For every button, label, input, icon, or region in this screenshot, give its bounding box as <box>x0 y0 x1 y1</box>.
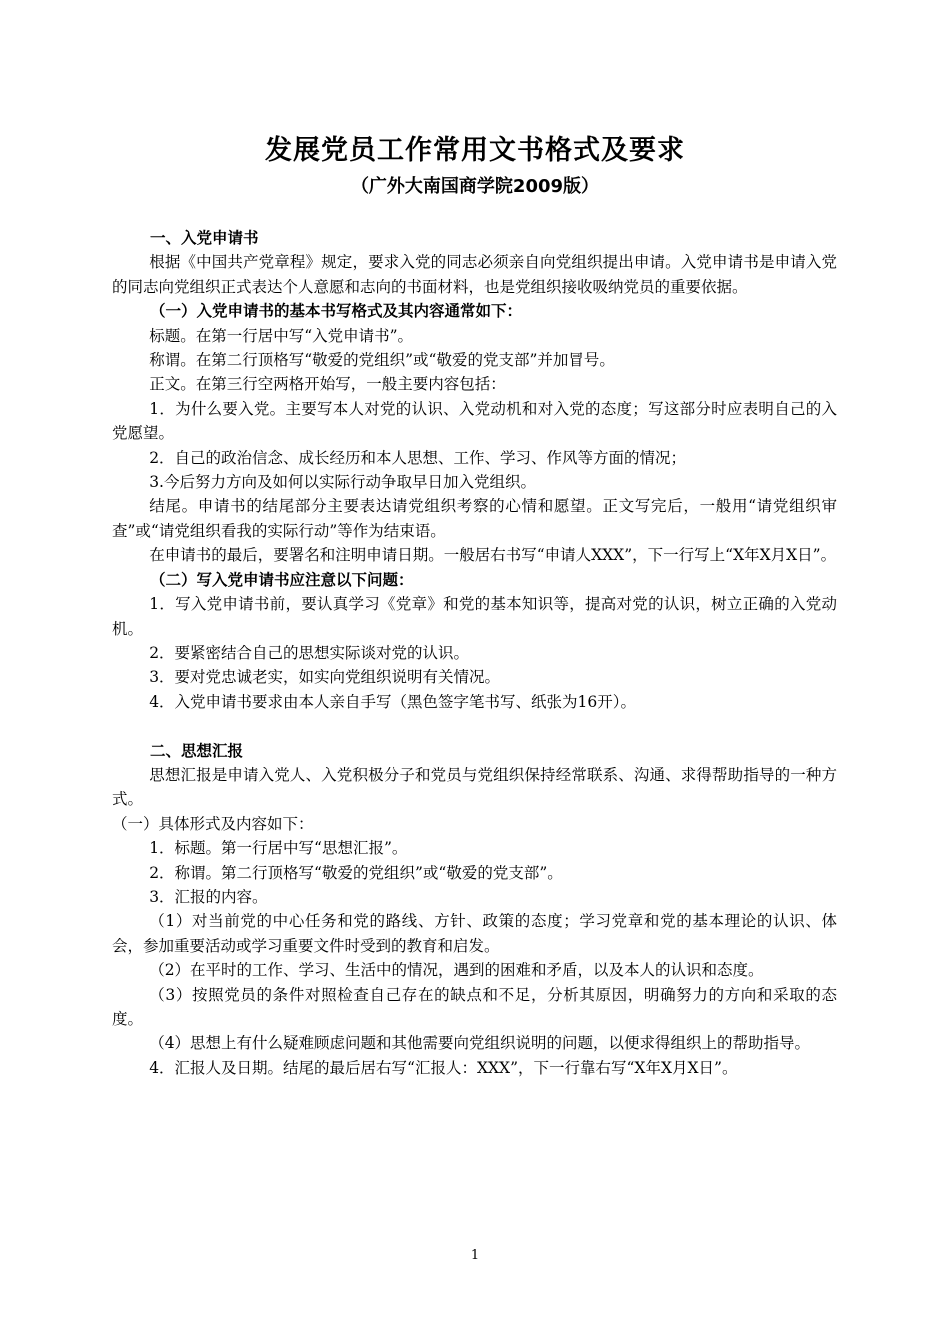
paragraph: 4．汇报人及日期。结尾的最后居右写“汇报人：XXX”，下一行靠右写“X年X月X日”。 <box>149 1058 738 1077</box>
subsection-heading: （一）具体形式及内容如下： <box>112 814 314 833</box>
paragraph: 2．自己的政治信念、成长经历和本人思想、工作、学习、作风等方面的情况； <box>149 448 687 467</box>
paragraph: 3.今后努力方向及如何以实际行动争取早日加入党组织。 <box>149 473 536 492</box>
subsection-heading: （一）入党申请书的基本书写格式及其内容通常如下： <box>150 302 523 321</box>
paragraph: 2．要紧密结合自己的思想实际谈对党的认识。 <box>149 643 470 662</box>
paragraph: 在申请书的最后，要署名和注明申请日期。一般居右书写“申请人XXX”，下一行写上“X年X月X日”。 <box>149 546 837 565</box>
document-subtitle: （广外大南国商学院2009版） <box>350 176 600 197</box>
paragraph: 结尾。申请书的结尾部分主要表达请党组织考察的心情和愿望。正文写完后，一般用“请党组织审查”或“请党组织看我的实际行动”等作为结束语。 <box>112 497 837 540</box>
paragraph: 4．入党申请书要求由本人亲自手写（黑色签字笔书写、纸张为16开）。 <box>149 692 637 711</box>
paragraph: 1．标题。第一行居中写“思想汇报”。 <box>149 839 408 858</box>
paragraph: 思想汇报是申请入党人、入党积极分子和党员与党组织保持经常联系、沟通、求得帮助指导的一种方式。 <box>112 765 837 809</box>
document-title: 发展党员工作常用文书格式及要求 <box>265 135 685 166</box>
paragraph: （4）思想上有什么疑难顾虑问题和其他需要向党组织说明的问题，以便求得组织上的帮助指导。 <box>149 1034 811 1053</box>
document-body <box>112 226 837 1080</box>
paragraph: 1．写入党申请书前，要认真学习《党章》和党的基本知识等，提高对党的认识，树立正确的入党动机。 <box>112 595 837 638</box>
section-heading-application: 一、入党申请书 <box>150 229 259 247</box>
paragraph: 1．为什么要入党。主要写本人对党的认识、入党动机和对入党的态度；写这部分时应表明自己的入党愿望。 <box>112 399 837 443</box>
subsection-heading: （二）写入党申请书应注意以下问题： <box>150 570 414 589</box>
blank-line <box>112 714 837 738</box>
paragraph: 2．称谓。第二行顶格写“敬爱的党组织”或“敬爱的党支部”。 <box>149 863 563 882</box>
paragraph: 正文。在第三行空两格开始写，一般主要内容包括： <box>149 375 506 394</box>
section-heading-thought-report: 二、思想汇报 <box>150 741 244 760</box>
paragraph: 3．汇报的内容。 <box>149 887 268 906</box>
paragraph: （2）在平时的工作、学习、生活中的情况，遇到的困难和矛盾，以及本人的认识和态度。 <box>149 961 764 980</box>
paragraph: 根据《中国共产党章程》规定，要求入党的同志必须亲自向党组织提出申请。入党申请书是申请入党的同志向党组织正式表达个人意愿和志向的书面材料，也是党组织接收吸纳党员的重要依据。 <box>112 253 837 296</box>
paragraph: （3）按照党员的条件对照检查自己存在的缺点和不足，分析其原因，明确努力的方向和采取的态度。 <box>112 985 837 1028</box>
paragraph: 称谓。在第二行顶格写“敬爱的党组织”或“敬爱的党支部”并加冒号。 <box>149 351 615 370</box>
paragraph: 标题。在第一行居中写“入党申请书”。 <box>149 326 414 345</box>
page-number: 1 <box>470 1248 480 1263</box>
paragraph: 3．要对党忠诚老实，如实向党组织说明有关情况。 <box>149 668 501 687</box>
paragraph: （1）对当前党的中心任务和党的路线、方针、政策的态度；学习党章和党的基本理论的认识、体会，参加重要活动或学习重要文件时受到的教育和启发。 <box>112 912 837 955</box>
